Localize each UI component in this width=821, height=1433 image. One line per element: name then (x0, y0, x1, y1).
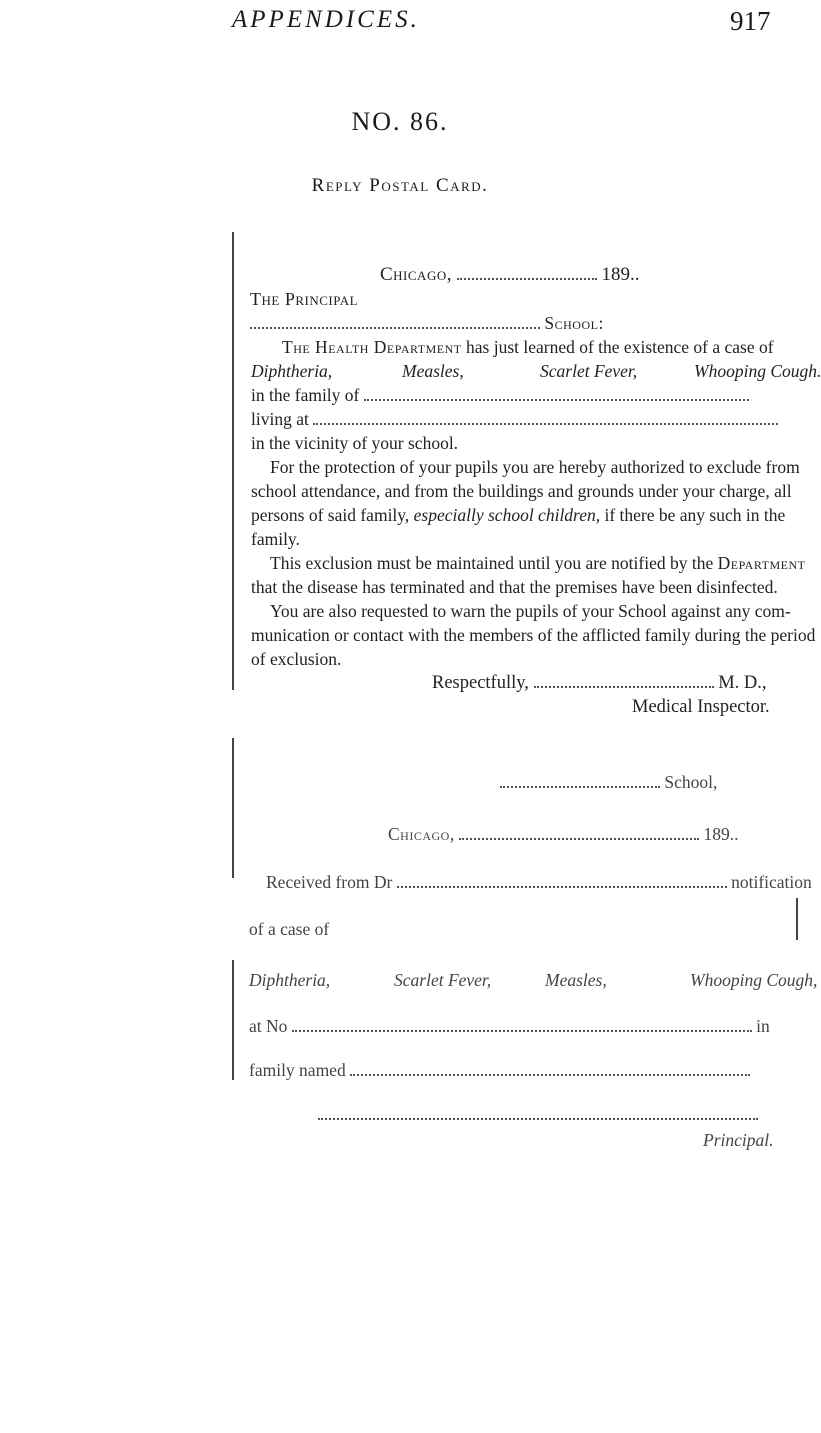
card2-school-line (500, 770, 717, 794)
received-from: Received from Dr (266, 872, 393, 892)
card1-vicinity: in the vicinity of your school. (251, 433, 459, 453)
card2-disease-whooping-cough: Whooping Cough, (690, 970, 818, 990)
card2-disease-measles: Measles, (545, 970, 607, 990)
living-label: living at (251, 409, 309, 429)
card1-disease-scarlet-fever: Scarlet Fever, (540, 361, 638, 381)
card1-para2-line2: school attendance, and from the buildings and grounds under your charge, all (251, 481, 792, 501)
running-head (0, 4, 800, 44)
card2-school: School, (664, 772, 718, 792)
card2-left-rule-lower (232, 960, 234, 1080)
card1-school: School: (544, 313, 604, 333)
dotted-leader (459, 826, 699, 840)
card1-para1 (282, 335, 774, 359)
card2-year: 189.. (703, 824, 739, 844)
in: in (756, 1016, 770, 1036)
card1-family-line (251, 383, 749, 407)
dotted-leader (534, 674, 714, 688)
para2-text-end: if there be any such in the (604, 505, 786, 525)
card1-para4-line1: You are also requested to warn the pupils of your School against any com- (270, 601, 791, 621)
card1-year: 189.. (601, 264, 640, 285)
department: Department (717, 553, 806, 573)
dotted-leader (250, 315, 540, 329)
card2-received (266, 870, 812, 894)
respectfully: Respectfully, (432, 673, 529, 693)
card2-principal-line (318, 1102, 758, 1126)
family-named: family named (249, 1060, 346, 1080)
card1-para2-line1: For the protection of your pupils you are hereby authorized to exclude from (270, 457, 800, 477)
card1-living-line (251, 407, 778, 431)
card1-para3-line2: that the disease has terminated and that the premises have been disinfected. (251, 577, 778, 597)
card1-para2-line3 (251, 503, 785, 527)
notification: notification (731, 872, 812, 892)
card1-dateline (380, 263, 639, 287)
dotted-leader (364, 387, 749, 401)
card1-disease-whooping-cough: Whooping Cough. (694, 361, 821, 381)
card2-family-named (249, 1058, 750, 1082)
document-subtitle: Reply Postal Card. (311, 175, 489, 196)
card2-disease-scarlet-fever: Scarlet Fever, (394, 970, 492, 990)
para3-text: This exclusion must be maintained until you are notified by the (270, 553, 714, 573)
running-head-title: APPENDICES. (232, 6, 420, 33)
card1-city: Chicago, (380, 264, 452, 285)
dotted-leader (313, 411, 778, 425)
card2-principal: Principal. (703, 1130, 774, 1150)
card2-city: Chicago, (388, 824, 455, 844)
para1-text: has just learned of the existence of a case of (466, 337, 774, 357)
para2-text: persons of said family, (251, 505, 410, 525)
card2-dateline (388, 822, 738, 846)
dotted-leader (397, 874, 727, 888)
card1-para2-line4: family. (251, 529, 300, 549)
card2-right-rule (796, 898, 798, 940)
card1-inspector: Medical Inspector. (632, 697, 770, 717)
page-number: 917 (730, 6, 771, 36)
card2-disease-diphtheria: Diphtheria, (249, 970, 331, 990)
para2-emphasis: especially school children, (413, 505, 601, 525)
card1-addressee: The Principal (250, 289, 359, 309)
card1-para3-line1 (270, 551, 805, 575)
card1-para4-line2: munication or contact with the members of the afflicted family during the period (251, 625, 816, 645)
dotted-leader (500, 774, 660, 788)
card2-at-no-line (249, 1014, 770, 1038)
card1-para4-line3: of exclusion. (251, 649, 342, 669)
card1-disease-measles: Measles, (402, 361, 464, 381)
health-department: The Health Department (282, 337, 462, 357)
document-number: NO. 86. (351, 107, 449, 136)
md: M. D., (718, 673, 767, 693)
dotted-leader (318, 1106, 758, 1120)
dotted-leader (350, 1062, 750, 1076)
dotted-leader (292, 1018, 752, 1032)
dotted-leader (457, 266, 597, 280)
card1-left-rule (232, 232, 234, 690)
card1-closing (432, 671, 767, 695)
family-label: in the family of (251, 385, 360, 405)
card1-school-line (250, 311, 604, 335)
at-no: at No (249, 1016, 288, 1036)
card2-left-rule-upper (232, 738, 234, 878)
card1-disease-diphtheria: Diphtheria, (251, 361, 333, 381)
card2-of-case: of a case of (249, 919, 330, 939)
